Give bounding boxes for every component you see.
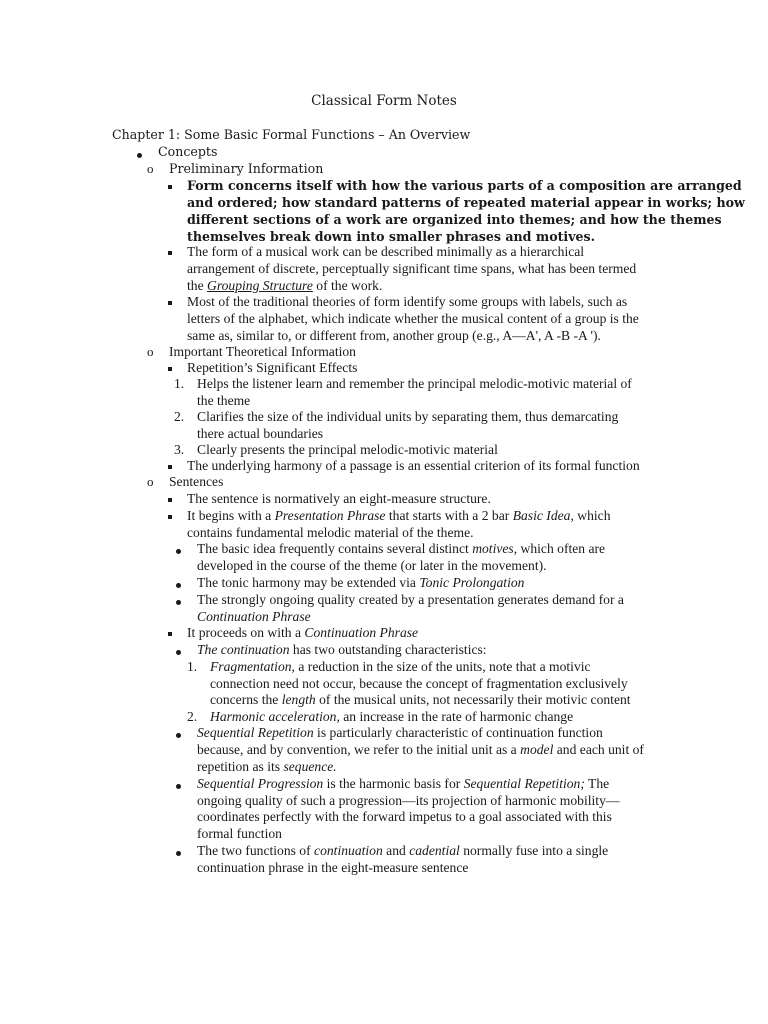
- continuation-characteristics-line: The continuation has two outstanding characteristics:: [197, 642, 487, 657]
- sequence-term: sequence.: [283, 759, 337, 774]
- tonic-prolongation-term: Tonic Prolongation: [419, 575, 525, 590]
- prelim-bold-line-3: different sections of a work are organized into themes; and how the themes: [187, 212, 722, 227]
- bullet-square: [168, 177, 172, 194]
- bullet-dot: [176, 575, 181, 592]
- ongoing-quality-line-2: [197, 608, 311, 625]
- cadential-term: cadential: [409, 843, 460, 858]
- prelim-heading: Preliminary Information: [169, 161, 324, 176]
- sequential-repetition-term: Sequential Repetition: [197, 725, 314, 740]
- prelim-bold-line-1: Form concerns itself with how the various parts of a composition are arranged: [187, 178, 742, 193]
- prelim-p3-line-1: Most of the traditional theories of form identify some groups with labels, such as: [187, 294, 628, 309]
- continuation-term: The continuation: [197, 642, 290, 657]
- bullet-square: [168, 457, 172, 474]
- motives-term: motives,: [472, 541, 518, 556]
- list-number: 1.: [174, 376, 185, 391]
- sequential-repetition-term: Sequential Repetition;: [463, 776, 585, 791]
- bullet-dot: [176, 592, 181, 609]
- prelim-bold-line-2: and ordered; how standard patterns of repeated material appear in works; how: [187, 195, 745, 210]
- prelim-p2-line-3: the Grouping Structure of the work.: [187, 278, 383, 293]
- two-functions-line-1: The two functions of continuation and cadential normally fuse into a single: [197, 843, 609, 858]
- sentences-heading: Sentences: [169, 474, 224, 489]
- list-number: 3.: [174, 442, 185, 457]
- sentence-item-1: The sentence is normatively an eight-measure structure.: [187, 491, 491, 506]
- prelim-p2-line-1: The form of a musical work can be described minimally as a hierarchical: [187, 244, 585, 259]
- repetition-item-2-line-1: Clarifies the size of the individual units by separating them, thus demarcating: [197, 409, 619, 424]
- harmonic-acceleration-term: Harmonic acceleration,: [210, 709, 340, 724]
- bullet-dot: [176, 725, 181, 742]
- bullet-o: o: [147, 474, 154, 489]
- prelim-bold-line-4: themselves break down into smaller phrases and motives.: [187, 229, 596, 244]
- bullet-square: [168, 243, 172, 260]
- prelim-p2-line-2: arrangement of discrete, perceptually significant time spans, what has been termed: [187, 261, 637, 276]
- repetition-item-1-line-2: the theme: [197, 393, 251, 408]
- bullet-dot: [137, 145, 142, 162]
- repetition-item-1-line-1: Helps the listener learn and remember the principal melodic-motivic material of: [197, 376, 632, 391]
- theory-heading: Important Theoretical Information: [169, 344, 356, 359]
- list-number: 2.: [174, 409, 185, 424]
- sequential-progression-line-2: ongoing quality of such a progression—its projection of harmonic mobility—: [197, 793, 620, 808]
- prelim-p3-line-3: same as, similar to, or different from, another group (e.g., A—A', A -B -A ').: [187, 328, 601, 343]
- chapter-heading: Chapter 1: Some Basic Formal Functions – An Overview: [112, 127, 471, 142]
- sequential-repetition-line-3: repetition as its sequence.: [197, 759, 337, 774]
- list-number: 1.: [187, 659, 198, 674]
- continuation-phrase-term: Continuation Phrase: [197, 609, 311, 624]
- concepts-heading: Concepts: [158, 144, 218, 159]
- bullet-o: o: [147, 344, 154, 359]
- fragmentation-term: Fragmentation,: [210, 659, 295, 674]
- model-term: model: [520, 742, 554, 757]
- continuation-term: continuation: [314, 843, 383, 858]
- list-number: 2.: [187, 709, 198, 724]
- fragmentation-line-3: concerns the length of the musical units, not necessarily their motivic content: [210, 692, 631, 707]
- sequential-progression-line-4: formal function: [197, 826, 282, 841]
- ongoing-quality-line-1: The strongly ongoing quality created by a presentation generates demand for a: [197, 592, 624, 607]
- basic-idea-line-2: developed in the course of the theme (or later in the movement).: [197, 558, 547, 573]
- presentation-phrase-term: Presentation Phrase: [274, 508, 386, 523]
- repetition-item-3: Clearly presents the principal melodic-motivic material: [197, 442, 498, 457]
- sentence-item-3: It proceeds on with a Continuation Phrase: [187, 625, 419, 640]
- bullet-square: [168, 490, 172, 507]
- fragmentation-line-1: Fragmentation, a reduction in the size of the units, note that a motivic: [210, 659, 591, 674]
- bullet-square: [168, 624, 172, 641]
- bullet-square: [168, 293, 172, 310]
- repetition-item-2-line-2: there actual boundaries: [197, 426, 324, 441]
- bullet-dot: [176, 642, 181, 659]
- sequential-progression-line-3: coordinates perfectly with the forward impetus to a goal associated with this: [197, 809, 612, 824]
- fragmentation-line-2: connection need not occur, because the concept of fragmentation exclusively: [210, 676, 628, 691]
- continuation-phrase-term: Continuation Phrase: [304, 625, 419, 640]
- sequential-progression-line-1: Sequential Progression is the harmonic basis for Sequential Repetition; The: [197, 776, 610, 791]
- basic-idea-line-1: The basic idea frequently contains several distinct motives, which often are: [197, 541, 606, 556]
- prelim-p3-line-2: letters of the alphabet, which indicate whether the musical content of a group is the: [187, 311, 639, 326]
- basic-idea-term: Basic Idea: [512, 508, 571, 523]
- bullet-dot: [176, 541, 181, 558]
- length-term: length: [281, 692, 316, 707]
- bullet-square: [168, 359, 172, 376]
- tonic-prolongation-line: The tonic harmony may be extended via Tonic Prolongation: [197, 575, 525, 590]
- grouping-structure-term: Grouping Structure: [207, 278, 313, 293]
- sequential-repetition-line-1: Sequential Repetition is particularly characteristic of continuation function: [197, 725, 603, 740]
- sequential-repetition-line-2: because, and by convention, we refer to the initial unit as a model and each unit of: [197, 742, 644, 757]
- sentence-item-2-line-2: contains fundamental melodic material of the theme.: [187, 525, 474, 540]
- bullet-dot: [176, 843, 181, 860]
- page-title: Classical Form Notes: [311, 93, 457, 109]
- repetition-heading: Repetition’s Significant Effects: [187, 360, 358, 375]
- sequential-progression-term: Sequential Progression: [197, 776, 324, 791]
- harmonic-acceleration-line: Harmonic acceleration, an increase in the rate of harmonic change: [210, 709, 574, 724]
- bullet-o: o: [147, 161, 154, 176]
- harmony-line: The underlying harmony of a passage is an essential criterion of its formal function: [187, 458, 640, 473]
- bullet-dot: [176, 776, 181, 793]
- sentence-item-2-line-1: It begins with a Presentation Phrase that starts with a 2 bar Basic Idea, which: [187, 508, 611, 523]
- bullet-square: [168, 507, 172, 524]
- two-functions-line-2: continuation phrase in the eight-measure sentence: [197, 860, 469, 875]
